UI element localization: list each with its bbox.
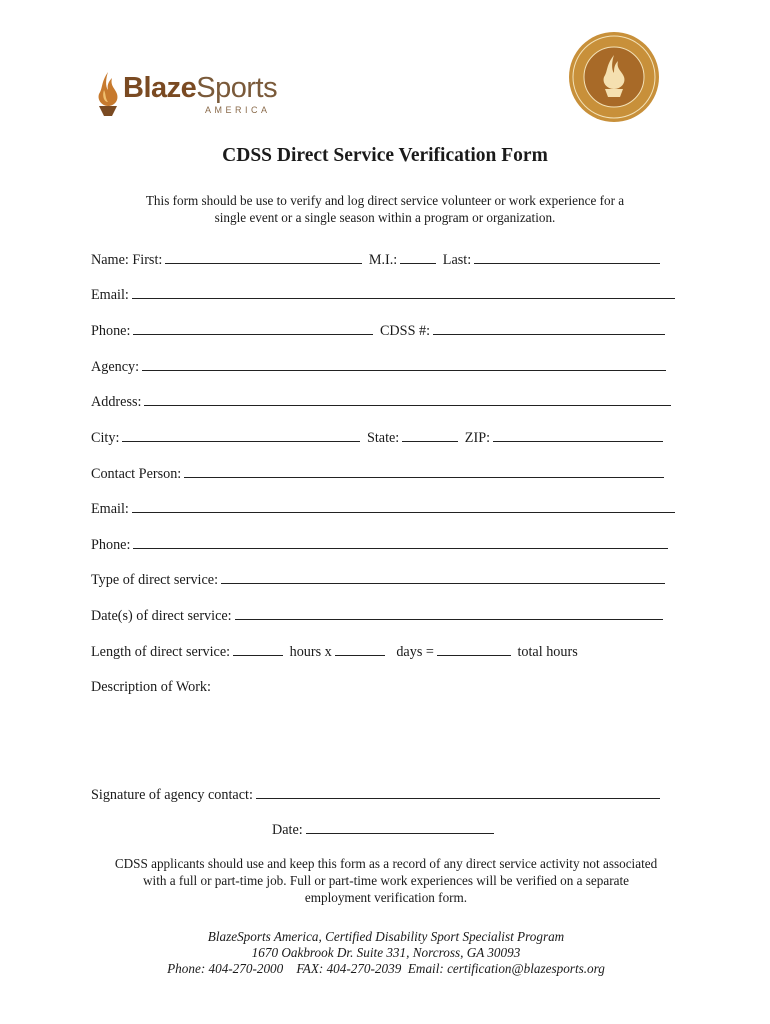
date-row	[272, 820, 497, 839]
name-row	[91, 250, 663, 269]
service-type-label: Type of direct service:	[91, 572, 219, 588]
mi-label: M.I.:	[368, 252, 398, 268]
note-line: CDSS applicants should use and keep this form as a record of any direct service activity not associated	[114, 856, 658, 871]
agency-label: Agency:	[91, 359, 140, 375]
contact-phone-label: Phone:	[91, 537, 131, 553]
city-label: City:	[91, 430, 120, 446]
address-field[interactable]	[144, 392, 671, 406]
service-type-field[interactable]	[221, 570, 665, 584]
zip-field[interactable]	[493, 428, 663, 442]
first-name-field[interactable]	[165, 250, 362, 264]
agency-field[interactable]	[142, 357, 666, 371]
last-name-field[interactable]	[474, 250, 660, 264]
service-length-row	[91, 642, 578, 661]
city-field[interactable]	[122, 428, 360, 442]
phone-field[interactable]	[133, 321, 373, 335]
date-field[interactable]	[306, 820, 494, 834]
note-line: with a full or part-time job. Full or part-time work experiences will be verified on a separate	[143, 873, 629, 888]
seal-emblem-icon	[568, 31, 660, 123]
logo-blaze-text: Blaze	[123, 72, 197, 104]
intro-line: single event or a single season within a program or organization.	[214, 210, 556, 225]
date-label: Date:	[272, 822, 303, 838]
note-line: employment verification form.	[304, 890, 468, 905]
cdss-seal	[568, 31, 660, 123]
cdss-label: CDSS #:	[379, 323, 431, 339]
address-label: Address:	[91, 394, 142, 410]
agency-row	[91, 357, 669, 376]
description-row	[91, 678, 211, 696]
description-area[interactable]	[91, 700, 681, 780]
city-row	[91, 428, 666, 447]
torch-flame-icon	[93, 68, 123, 120]
service-type-row	[91, 570, 668, 589]
service-dates-row	[91, 606, 666, 625]
blazesports-logo	[93, 68, 303, 120]
email-label: Email:	[91, 287, 129, 303]
contact-phone-field[interactable]	[133, 535, 668, 549]
contact-person-label: Contact Person:	[91, 466, 182, 482]
mi-field[interactable]	[400, 250, 436, 264]
applicant-note	[90, 855, 682, 906]
service-length-label: Length of direct service:	[91, 644, 231, 660]
last-name-label: Last:	[442, 252, 472, 268]
days-field[interactable]	[335, 642, 385, 656]
total-hours-label: total hours	[517, 644, 578, 660]
footer-contact	[90, 929, 682, 977]
form-title: CDSS Direct Service Verification Form	[222, 145, 548, 166]
logo-america-text: AMERICA	[205, 105, 271, 115]
contact-person-field[interactable]	[184, 464, 664, 478]
email-row	[91, 285, 678, 304]
contact-email-label: Email:	[91, 501, 129, 517]
contact-email-row	[91, 499, 678, 518]
contact-row	[91, 464, 667, 483]
days-equals-label: days =	[396, 644, 434, 660]
address-row	[91, 392, 674, 411]
footer-org: BlazeSports America, Certified Disability Sport Specialist Program	[207, 929, 565, 944]
cdss-field[interactable]	[433, 321, 665, 335]
footer-address: 1670 Oakbrook Dr. Suite 331, Norcross, GA 30093	[251, 945, 521, 960]
contact-phone-row	[91, 535, 671, 554]
footer-phone-email: Phone: 404-270-2000 FAX: 404-270-2039 Email: certification@blazesports.org	[167, 961, 605, 976]
description-label: Description of Work:	[91, 679, 211, 695]
signature-label: Signature of agency contact:	[91, 787, 253, 803]
first-name-label: Name: First:	[91, 252, 163, 268]
service-dates-label: Date(s) of direct service:	[91, 608, 232, 624]
contact-email-field[interactable]	[132, 499, 675, 513]
zip-label: ZIP:	[464, 430, 491, 446]
signature-row	[91, 785, 663, 804]
state-field[interactable]	[402, 428, 458, 442]
phone-row	[91, 321, 668, 340]
logo-sports-text: Sports	[196, 72, 278, 104]
hours-field[interactable]	[233, 642, 283, 656]
intro-text	[100, 192, 670, 226]
signature-field[interactable]	[256, 785, 660, 799]
total-hours-field[interactable]	[437, 642, 511, 656]
service-dates-field[interactable]	[235, 606, 663, 620]
phone-label: Phone:	[91, 323, 131, 339]
email-field[interactable]	[132, 285, 675, 299]
intro-line: This form should be use to verify and log direct service volunteer or work experience for a	[145, 193, 625, 208]
state-label: State:	[366, 430, 400, 446]
hours-x-label: hours x	[289, 644, 332, 660]
